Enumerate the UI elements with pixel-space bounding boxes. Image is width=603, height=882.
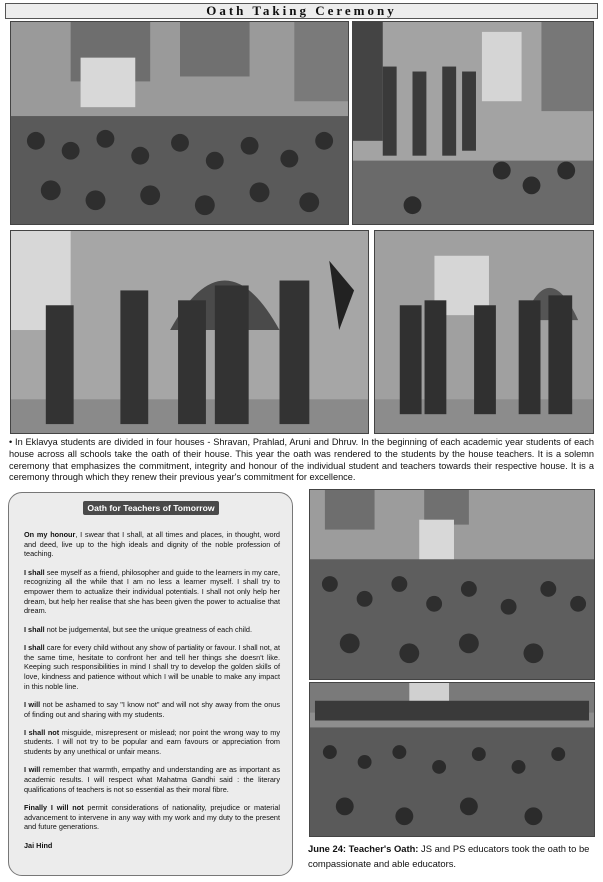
oath-paragraph: Finally I will not permit considerations of nationality, prejudice or material advancement to intervene in any way with my work and my duty to the present and future generations. — [24, 802, 281, 832]
caption-text: JS and PS educators took the oath to be compassionate and able educators. — [308, 843, 590, 869]
oath-paragraph: I shall care for every child without any show of partiality or favour. I shall not, at the same time, hesitate to confront her and tell her things she doesn't like. Keeping such responsibilities in mind I shall try to develop the golden skills of love, kindness and patience without which I will be unable to make any impact in this noble line. — [24, 642, 280, 691]
photo-students-with-posters — [374, 230, 594, 434]
header-bar — [5, 3, 598, 19]
photo-teachers-oath-line — [352, 21, 594, 225]
photo-teachers-assembly-bottom — [309, 682, 595, 837]
oath-paragraph: I shall not misguide, misrepresent or mislead; nor point the wrong way to my students. I will not try to be popular and earn favours or appreciation from students by any unethical or unfair means. — [24, 727, 280, 757]
caption-date-lead: June 24: Teacher's Oath: — [308, 843, 419, 854]
oath-paragraph: On my honour, I swear that I shall, at all times and places, in thought, word and deed, live up to the high ideals and dignity of the noble profession of teaching. — [24, 530, 280, 559]
oath-signoff: Jai Hind — [24, 840, 53, 850]
oath-text — [24, 530, 280, 859]
photo-teachers-assembly-top — [309, 489, 595, 680]
oath-paragraph: I will remember that warmth, empathy and understanding are as important as academic results. I will respect what Mahatma Gandhi said : the literary qualifications of teachers is not so essential as their moral fibre. — [24, 765, 281, 794]
photo-assembly-courtyard — [10, 21, 349, 225]
oath-title: Oath for Teachers of Tomorrow — [83, 501, 219, 515]
photo-students-flags-arch — [10, 230, 369, 434]
page-title: Oath Taking Ceremony — [206, 3, 397, 18]
oath-paragraph: I shall not be judgemental, but see the unique greatness of each child. — [24, 624, 252, 634]
oath-paragraph: I shall see myself as a friend, philosopher and guide to the learners in my care, recognizing all the while that I am no less a learner myself. I shall try to empower them to actualize their individual potentials. I shall not only help her dream, but help her realise that she has been given the power to actualise that dream. — [24, 567, 280, 616]
ceremony-description: • In Eklavya students are divided in four houses - Shravan, Prahlad, Aruni and Dhruv. In the beginning of each academic year students of each house across all schools take the oath of their house. This year the oath was rendered to the students by the house teachers. It is a solemn ceremony that emphasizes the commitment, integrity and honour of the individual student and teachers towards their respective house. It is a ceremony through which they renew their previous year's commitment for excellence. — [9, 437, 594, 483]
teachers-oath-caption — [308, 841, 598, 871]
oath-paragraph: I will not be ashamed to say "I know not" and will not shy away from the onus of finding out and sharing with my students. — [24, 699, 280, 719]
